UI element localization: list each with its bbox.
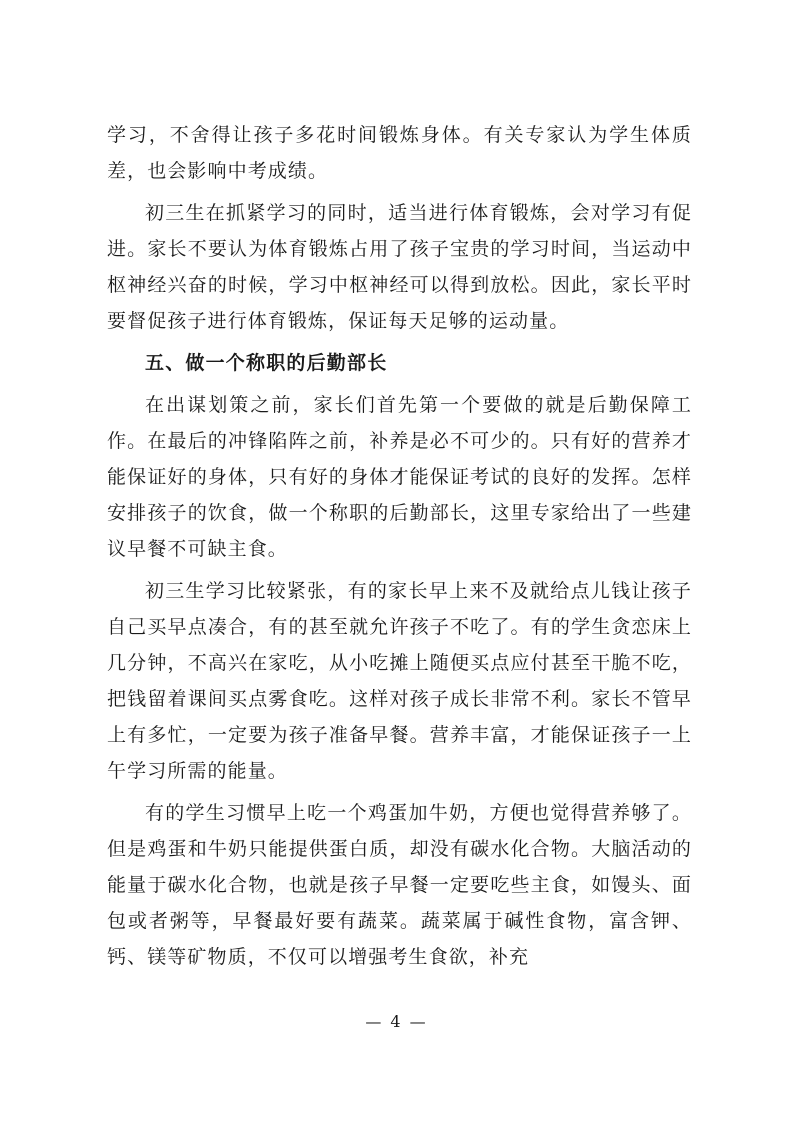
paragraph-staple-food: 有的学生习惯早上吃一个鸡蛋加牛奶，方便也觉得营养够了。但是鸡蛋和牛奶只能提供蛋白质，却没有碳水化合物。大脑活动的能量于碳水化合物，也就是孩子早餐一定要吃些主食，如馒头、面包或者粥等，早餐最好要有蔬菜。蔬菜属于碱性食物，富含钾、钙、镁等矿物质，不仅可以增强考生食欲，补充	[107, 802, 692, 968]
paragraph-breakfast: 初三生学习比较紧张，有的家长早上来不及就给点儿钱让孩子自己买早点凑合，有的甚至就允许孩子不吃了。有的学生贪恋床上几分钟，不高兴在家吃，从小吃摊上随便买点应付甚至干脆不吃，把钱留着课间买点雾食吃。这样对孩子成长非常不利。家长不管早上有多忙，一定要为孩子准备早餐。营养丰富，才能保证孩子一上午学习所需的能量。	[107, 580, 692, 782]
paragraph-continued: 学习，不舍得让孩子多花时间锻炼身体。有关专家认为学生体质差，也会影响中考成绩。	[107, 124, 692, 182]
paragraph-exercise: 初三生在抓紧学习的同时，适当进行体育锻炼，会对学习有促进。家长不要认为体育锻炼占用了孩子宝贵的学习时间，当运动中枢神经兴奋的时候，学习中枢神经可以得到放松。因此，家长平时要督促孩子进行体育锻炼，保证每天足够的运动量。	[107, 202, 692, 332]
section-heading: 五、做一个称职的后勤部长	[145, 352, 388, 374]
paragraph-logistics: 在出谋划策之前，家长们首先第一个要做的就是后勤保障工作。在最后的冲锋陷阵之前，补养是必不可少的。只有好的营养才能保证好的身体，只有好的身体才能保证考试的良好的发挥。怎样安排孩子的饮食，做一个称职的后勤部长，这里专家给出了一些建议早餐不可缺主食。	[107, 394, 692, 560]
document-body	[107, 117, 692, 981]
page-number: — 4 —	[365, 1012, 428, 1031]
